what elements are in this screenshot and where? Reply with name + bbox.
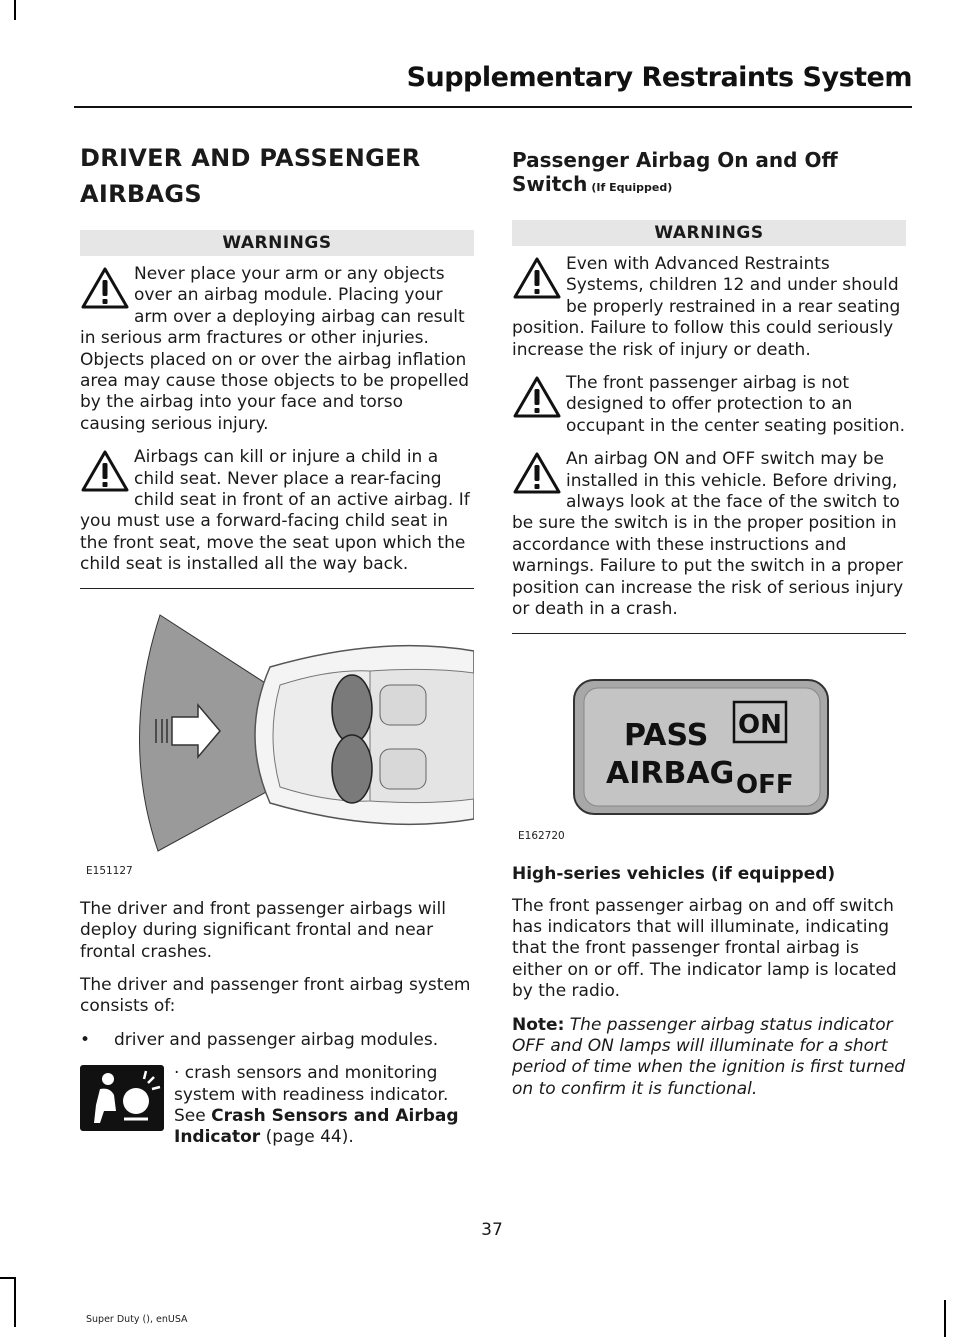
warning-triangle-icon bbox=[80, 266, 130, 310]
paragraph: The driver and front passenger airbags will deploy during significant frontal and near frontal crashes. bbox=[80, 898, 446, 962]
warning-text: The front passenger airbag is not designed to offer protection to an occupant in the center seating position. bbox=[566, 373, 906, 436]
warning-text: An airbag ON and OFF switch may be installed in this vehicle. Before driving, always look at the face of the switch to be sure the switch is in the proper position in accordance with these instructions and warnings. Failure to put the switch in a proper position can increase the risk of serious injury or death in a crash. bbox=[512, 449, 904, 620]
left-column bbox=[80, 140, 474, 1149]
warning-triangle-icon bbox=[512, 375, 562, 419]
section-heading bbox=[512, 148, 906, 200]
warning-triangle-icon bbox=[512, 256, 562, 300]
airbag-deployment-figure bbox=[80, 589, 474, 879]
passenger-airbag-switch-panel bbox=[512, 634, 906, 844]
subheading: High-series vehicles (if equipped) bbox=[512, 863, 836, 884]
warning-block bbox=[512, 449, 906, 620]
crop-mark bbox=[944, 1300, 946, 1337]
warnings-bar: WARNINGS bbox=[80, 230, 474, 256]
section-heading: DRIVER AND PASSENGER AIRBAGS bbox=[80, 144, 421, 208]
airbag-indicator-icon bbox=[80, 1065, 164, 1131]
figure-label: E151127 bbox=[86, 864, 133, 877]
bullet-item bbox=[80, 1030, 474, 1051]
note-text: The passenger airbag status indicator OFF and ON lamps will illuminate for a short period of time when the ignition is first turned on to confirm it is functional. bbox=[512, 1014, 906, 1099]
footer-text: Super Duty (), enUSA bbox=[86, 1314, 188, 1325]
warning-block bbox=[80, 447, 474, 575]
figure-label: E162720 bbox=[518, 829, 565, 842]
bullet-marker: • bbox=[80, 1029, 91, 1050]
warning-triangle-icon bbox=[512, 451, 562, 495]
warning-text: Never place your arm or any objects over an airbag module. Placing your arm over a deploying airbag can result in serious arm fractures or other injuries. Objects placed on or over the airbag inflation area may cause those objects to be propelled by the airbag into your face and torso causing serious injury. bbox=[80, 264, 470, 434]
crop-mark bbox=[14, 1277, 16, 1327]
warning-block bbox=[512, 373, 906, 437]
cross-reference-link[interactable]: Crash Sensors and Airbag Indicator bbox=[174, 1105, 459, 1148]
page-header-title: Supplementary Restraints System bbox=[406, 62, 912, 93]
header-rule bbox=[74, 106, 912, 108]
airbag-switch-figure bbox=[512, 634, 906, 844]
warning-text: Even with Advanced Restraints Systems, children 12 and under should be properly restrained in a rear seating position. Failure to follow this could seriously increase the risk of injury or death. bbox=[512, 254, 901, 360]
page-number: 37 bbox=[481, 1220, 503, 1240]
warning-block bbox=[80, 264, 474, 435]
panel-off-label: OFF bbox=[736, 769, 794, 800]
paragraph-with-icon bbox=[80, 1063, 474, 1149]
panel-pass-label: PASS bbox=[624, 717, 709, 753]
paragraph-text: (page 44). bbox=[260, 1127, 354, 1148]
crop-mark bbox=[14, 0, 16, 20]
warning-block bbox=[512, 254, 906, 361]
heading-note: (If Equipped) bbox=[591, 181, 673, 194]
warnings-bar: WARNINGS bbox=[512, 220, 906, 246]
paragraph: The front passenger airbag on and off switch has indicators that will illuminate, indicating that the front passenger frontal airbag is either on or off. The indicator lamp is located by the radio. bbox=[512, 895, 897, 1002]
panel-airbag-label: AIRBAG bbox=[606, 755, 735, 791]
warning-triangle-icon bbox=[80, 449, 130, 493]
note-paragraph bbox=[512, 1015, 906, 1101]
paragraph-text: · crash sensors and monitoring system with readiness indicator. See bbox=[174, 1063, 449, 1126]
right-column bbox=[512, 140, 906, 1112]
panel-on-label: ON bbox=[738, 709, 782, 740]
paragraph: The driver and passenger front airbag system consists of: bbox=[80, 974, 471, 1017]
warning-text: Airbags can kill or injure a child in a child seat. Never place a rear-facing child seat in front of an active airbag. If you must use a forward-facing child seat in the front seat, move the seat upon which the child seat is installed all the way back. bbox=[80, 447, 470, 575]
bullet-text: driver and passenger airbag modules. bbox=[114, 1029, 439, 1050]
note-label: Note: bbox=[512, 1014, 565, 1035]
heading-text: Passenger Airbag On and Off Switch bbox=[512, 148, 838, 196]
airbag-deployment-illustration bbox=[80, 589, 474, 879]
